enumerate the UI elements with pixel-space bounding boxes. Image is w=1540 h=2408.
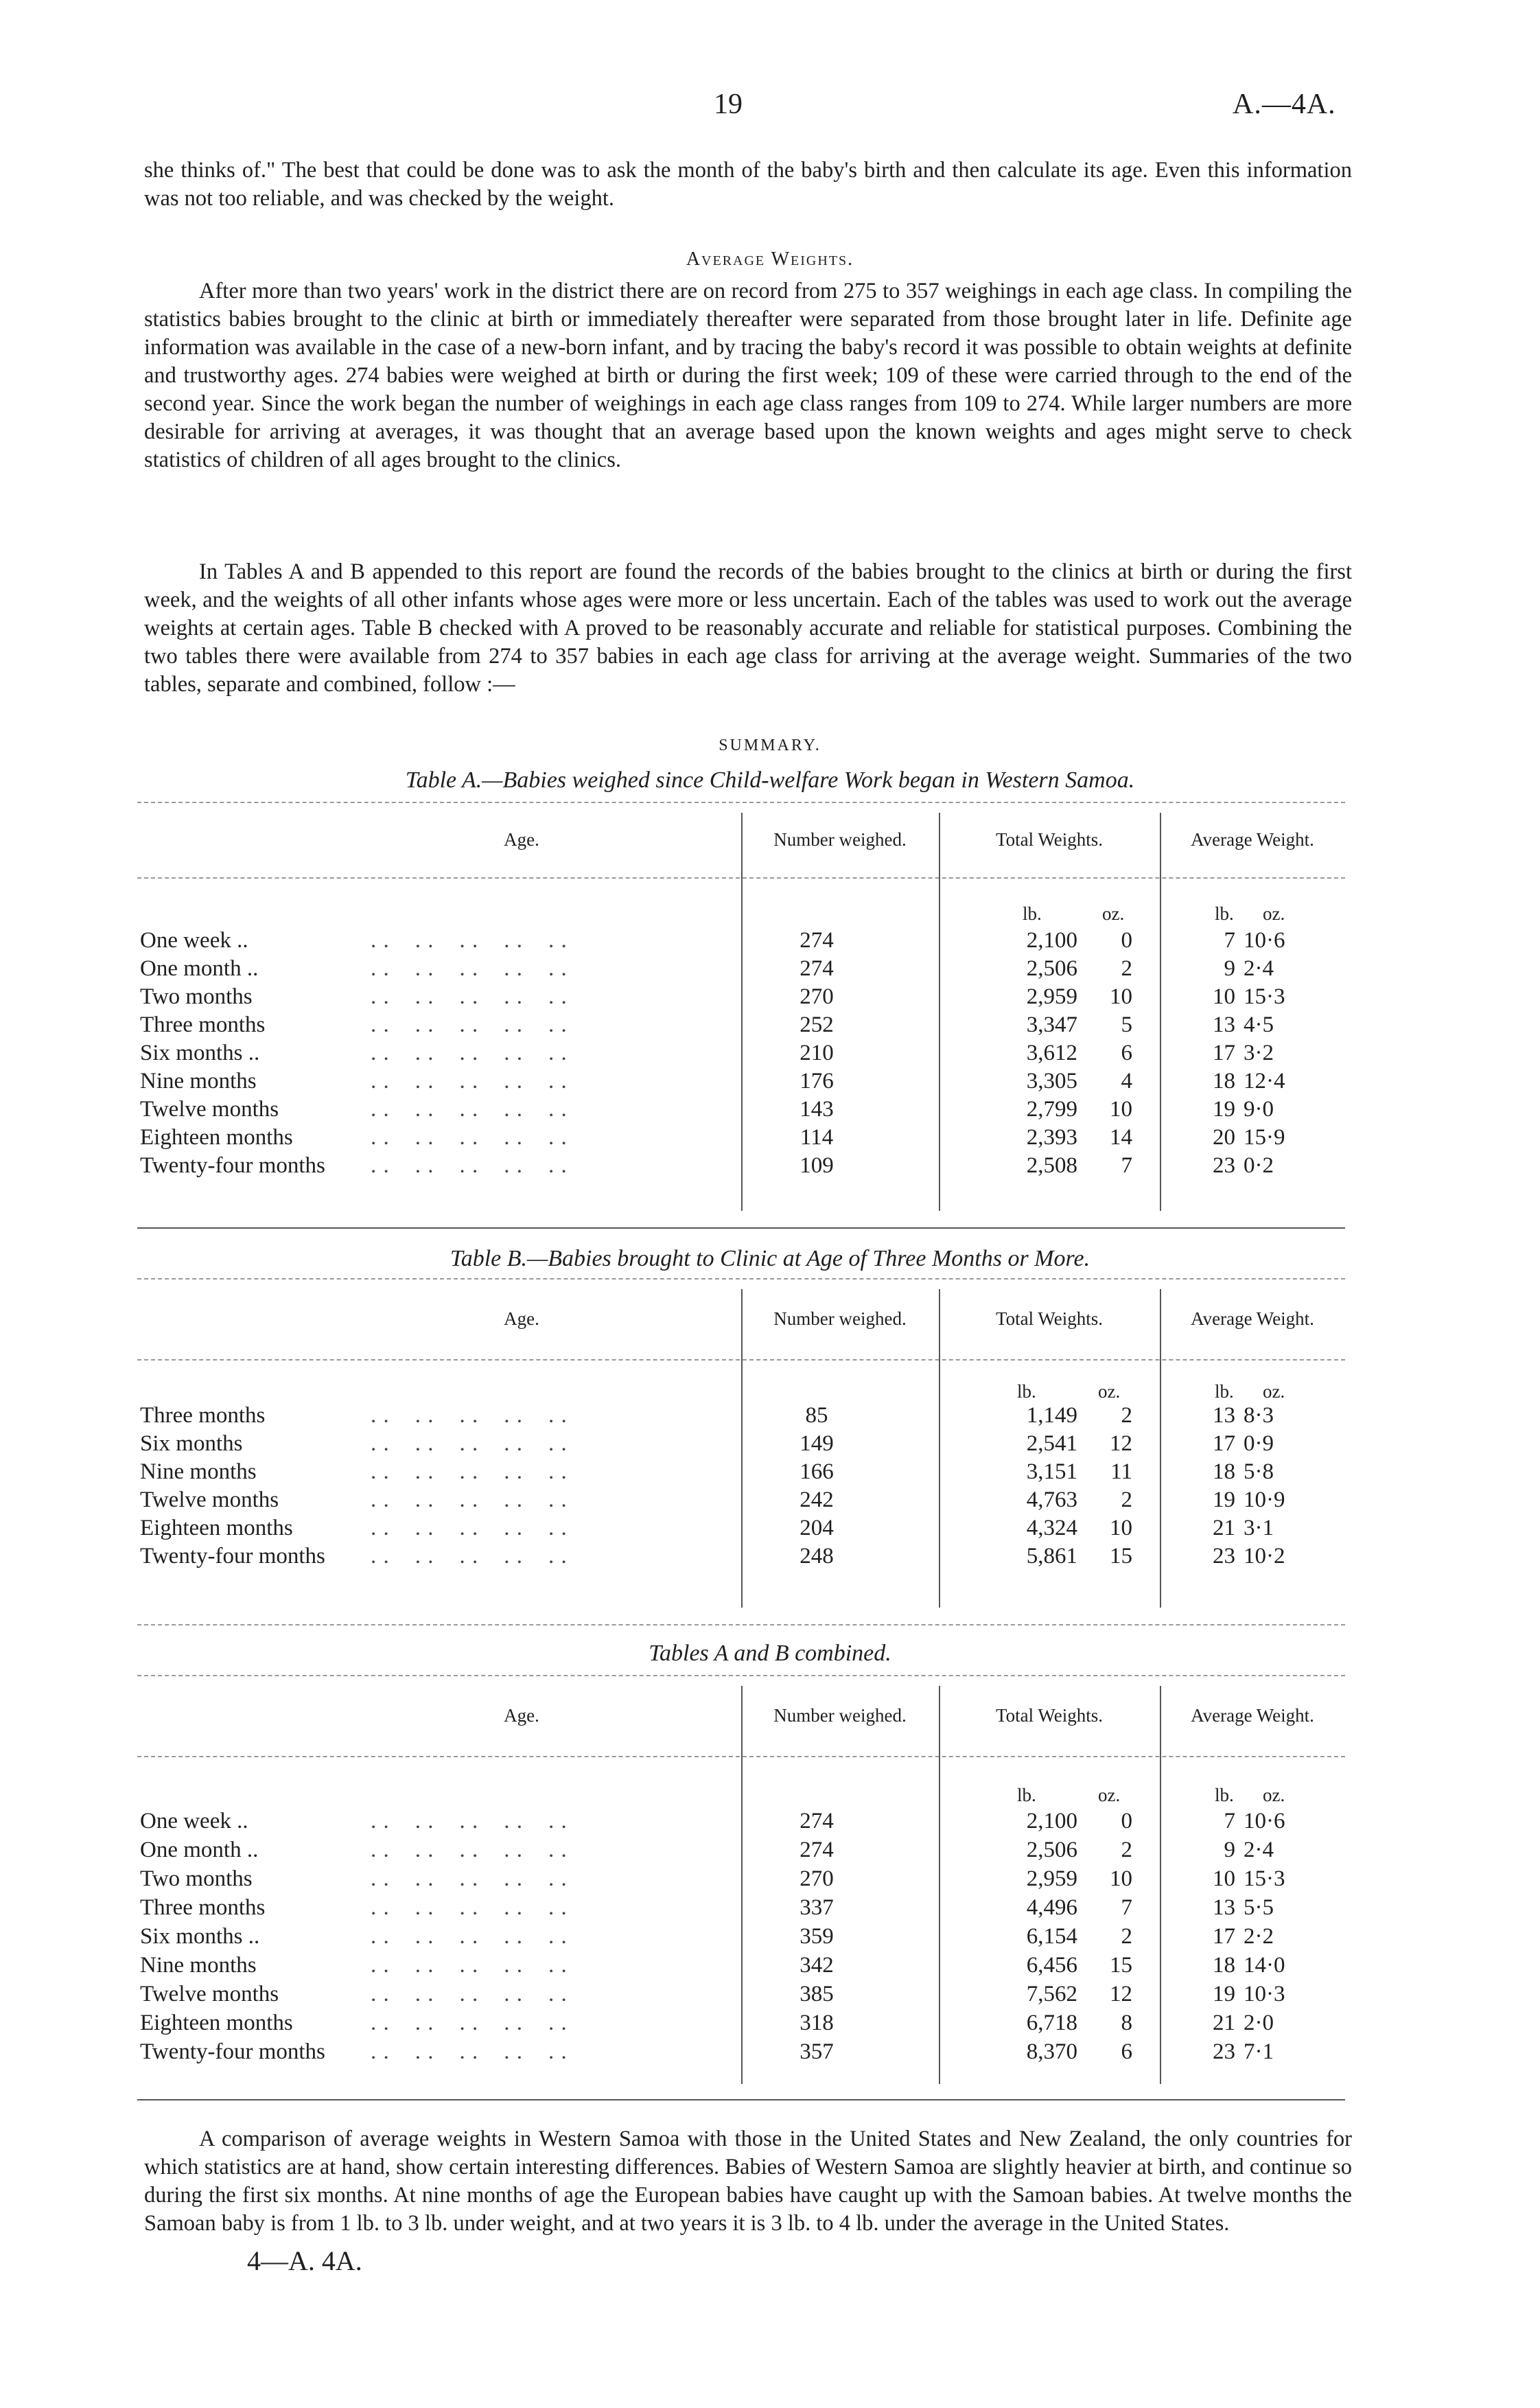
average-oz-cell: 10·3: [1244, 1982, 1285, 2006]
average-oz-cell: 10·9: [1244, 1487, 1285, 1512]
table-row: [137, 984, 1345, 1013]
leader-dots: . . . . . . . . . .: [371, 1097, 568, 1122]
total-lb-cell: 3,612: [1026, 1041, 1077, 1065]
table-row: [137, 1487, 1345, 1516]
table-combined: [137, 1675, 1345, 2100]
average-oz-cell: 5·5: [1244, 1895, 1274, 1920]
intro-paragraph: she thinks of." The best that could be done was to ask the month of the baby's birth and then calculate its age. Even this information was not too reliable, and was checked by the weight.: [144, 158, 1352, 211]
total-lb-cell: 7,562: [1026, 1982, 1077, 2006]
total-lb-cell: 8,370: [1026, 2039, 1077, 2064]
age-cell: Eighteen months: [140, 1125, 293, 1150]
table-rule: [137, 1278, 1345, 1280]
header-age: Age.: [504, 1308, 539, 1329]
leader-dots: . . . . . . . . . .: [371, 1431, 568, 1456]
number-weighed-cell: 274: [800, 956, 834, 981]
unit-oz: oz.: [1102, 903, 1125, 924]
table-row: [137, 1924, 1345, 1953]
leader-dots: . . . . . . . . . .: [371, 1487, 568, 1512]
number-weighed-cell: 385: [800, 1982, 834, 2006]
total-lb-cell: 2,799: [1026, 1097, 1077, 1122]
table-row: [137, 2039, 1345, 2068]
average-weights-paragraph-1: After more than two years' work in the district there are on record from 275 to 357 weighings in each age class. In compiling the statistics babies brought to the clinic at birth or immediately thereafter were separated from those brought later in life. Definite age information was available in the case of a new-born infant, and by tracing the baby's record it was possible to obtain weights at definite and trustworthy ages. 274 babies were weighed at birth or during the first week; 109 of these were carried through to the end of the second year. Since the work began the number of weighings in each age class ranges from 109 to 274. While larger numbers are more desirable for arriving at averages, it was thought that an average based upon the known weights and ages might serve to check statistics of children of all ages brought to the clinics.: [144, 279, 1352, 472]
age-cell: Eighteen months: [140, 2011, 293, 2035]
average-oz-cell: 15·3: [1244, 1866, 1285, 1891]
leader-dots: . . . . . . . . . .: [371, 1153, 568, 1178]
total-lb-cell: 2,959: [1026, 1866, 1077, 1891]
average-lb-cell: 18: [1213, 1953, 1235, 1978]
average-lb-cell: 17: [1213, 1924, 1235, 1949]
total-lb-cell: 2,959: [1026, 984, 1077, 1009]
average-lb-cell: 13: [1213, 1012, 1235, 1037]
leader-dots: . . . . . . . . . .: [371, 1041, 568, 1065]
table-row: [137, 1012, 1345, 1041]
table-row: [137, 1895, 1345, 1924]
table-row: [137, 1516, 1345, 1544]
number-weighed-cell: 166: [800, 1459, 834, 1484]
total-oz-cell: 12: [1110, 1982, 1132, 2006]
average-lb-cell: 10: [1213, 984, 1235, 1009]
total-lb-cell: 4,496: [1026, 1895, 1077, 1920]
number-weighed-cell: 274: [800, 928, 834, 953]
number-weighed-cell: 248: [800, 1544, 834, 1568]
number-weighed-cell: 242: [800, 1487, 834, 1512]
age-cell: Two months: [140, 1866, 253, 1891]
header-number-weighed: Number weighed.: [773, 1308, 907, 1329]
number-weighed-cell: 357: [800, 2039, 834, 2064]
average-lb-cell: 13: [1213, 1895, 1235, 1920]
table-row: [137, 1097, 1345, 1126]
header-total-weights: Total Weights.: [996, 1308, 1103, 1329]
total-oz-cell: 2: [1121, 1487, 1132, 1512]
total-oz-cell: 2: [1121, 1838, 1132, 1862]
average-lb-cell: 23: [1213, 1153, 1235, 1178]
average-oz-cell: 3·1: [1244, 1516, 1274, 1540]
average-weights-paragraph-2: In Tables A and B appended to this report are found the records of the babies brought to the clinics at birth or during the first week, and the weights of all other infants whose ages were more or less uncertain. Each of the tables was used to work out the average weights at certain ages. Table B checked with A proved to be reasonably accurate and reliable for statistical purposes. Combining the two tables there were available from 274 to 357 babies in each age class for arriving at the average weight. Summaries of the two tables, separate and combined, follow :—: [144, 559, 1352, 697]
total-lb-cell: 6,456: [1026, 1953, 1077, 1978]
header-number-weighed: Number weighed.: [773, 1705, 907, 1726]
total-oz-cell: 2: [1121, 956, 1132, 981]
number-weighed-cell: 143: [800, 1097, 834, 1122]
average-oz-cell: 10·6: [1244, 928, 1285, 953]
unit-lb: lb.: [1017, 1381, 1036, 1402]
age-cell: Twelve months: [140, 1982, 279, 2006]
average-lb-cell: 10: [1213, 1866, 1235, 1891]
unit-lb: lb.: [1017, 1785, 1036, 1805]
average-oz-cell: 5·8: [1244, 1459, 1274, 1484]
average-oz-cell: 2·4: [1244, 1838, 1274, 1862]
average-lb-cell: 7: [1224, 1809, 1235, 1833]
average-lb-cell: 17: [1213, 1041, 1235, 1065]
unit-oz: oz.: [1263, 1785, 1285, 1805]
number-weighed-cell: 176: [800, 1069, 834, 1093]
unit-lb: lb.: [1215, 1785, 1234, 1805]
total-oz-cell: 12: [1110, 1431, 1132, 1456]
leader-dots: . . . . . . . . . .: [371, 1125, 568, 1150]
number-weighed-cell: 274: [800, 1809, 834, 1833]
table-row: [137, 1431, 1345, 1460]
number-weighed-cell: 270: [800, 984, 834, 1009]
header-average-weight: Average Weight.: [1191, 829, 1314, 850]
table-row: [137, 1041, 1345, 1069]
unit-lb: lb.: [1023, 903, 1042, 924]
number-weighed-cell: 318: [800, 2011, 834, 2035]
table-a: [137, 802, 1345, 1229]
number-weighed-cell: 114: [800, 1125, 834, 1150]
age-cell: Three months: [140, 1403, 266, 1428]
total-lb-cell: 5,861: [1026, 1544, 1077, 1568]
total-oz-cell: 10: [1110, 1097, 1132, 1122]
table-rule: [137, 1675, 1345, 1676]
table-row: [137, 1459, 1345, 1488]
comparison-paragraph: A comparison of average weights in Western Samoa with those in the United States and New Zealand, the only countries for which statistics are at hand, show certain interesting differences. Babies of Western Samoa are slightly heavier at birth, and continue so during the first six months. At nine months of age the European babies have caught up with the Samoan babies. At twelve months the Samoan baby is from 1 lb. to 3 lb. under weight, and at two years it is 3 lb. to 4 lb. under the average in the United States.: [144, 2127, 1352, 2236]
average-oz-cell: 2·4: [1244, 956, 1274, 981]
leader-dots: . . . . . . . . . .: [371, 1516, 568, 1540]
total-oz-cell: 0: [1121, 1809, 1132, 1833]
average-lb-cell: 18: [1213, 1459, 1235, 1484]
leader-dots: . . . . . . . . . .: [371, 956, 568, 981]
age-cell: Three months: [140, 1012, 266, 1037]
leader-dots: . . . . . . . . . .: [371, 1459, 568, 1484]
number-weighed-cell: 85: [805, 1403, 828, 1428]
age-cell: One week ..: [140, 1809, 248, 1833]
leader-dots: . . . . . . . . . .: [371, 1924, 568, 1949]
leader-dots: . . . . . . . . . .: [371, 2011, 568, 2035]
table-rule: [137, 1227, 1345, 1229]
total-oz-cell: 2: [1121, 1403, 1132, 1428]
total-oz-cell: 15: [1110, 1953, 1132, 1978]
table-combined-caption: Tables A and B combined.: [649, 1641, 891, 1666]
header-age: Age.: [504, 829, 539, 850]
average-oz-cell: 10·6: [1244, 1809, 1285, 1833]
table-b-caption: Table B.—Babies brought to Clinic at Age of Three Months or More.: [450, 1246, 1090, 1271]
average-oz-cell: 2·0: [1244, 2011, 1274, 2035]
unit-oz: oz.: [1098, 1381, 1121, 1402]
total-oz-cell: 6: [1121, 1041, 1132, 1065]
number-weighed-cell: 270: [800, 1866, 834, 1891]
table-row: [137, 1125, 1345, 1154]
age-cell: Two months: [140, 984, 253, 1009]
age-cell: Six months ..: [140, 1041, 260, 1065]
average-oz-cell: 3·2: [1244, 1041, 1274, 1065]
average-oz-cell: 15·9: [1244, 1125, 1285, 1150]
header-average-weight: Average Weight.: [1191, 1705, 1314, 1726]
leader-dots: . . . . . . . . . .: [371, 1544, 568, 1568]
header-total-weights: Total Weights.: [996, 829, 1103, 850]
footer-reference: 4—A. 4A.: [247, 2245, 362, 2276]
age-cell: Six months: [140, 1431, 243, 1456]
header-age: Age.: [504, 1705, 539, 1726]
total-lb-cell: 2,508: [1026, 1153, 1077, 1178]
average-lb-cell: 19: [1213, 1982, 1235, 2006]
total-lb-cell: 2,541: [1026, 1431, 1077, 1456]
total-lb-cell: 3,347: [1026, 1012, 1077, 1037]
leader-dots: . . . . . . . . . .: [371, 2039, 568, 2064]
average-oz-cell: 15·3: [1244, 984, 1285, 1009]
table-row: [137, 1544, 1345, 1573]
table-row: [137, 1069, 1345, 1098]
table-a-caption: Table A.—Babies weighed since Child-welfare Work began in Western Samoa.: [405, 767, 1135, 793]
age-cell: Twenty-four months: [140, 2039, 325, 2064]
table-rule: [137, 2099, 1345, 2100]
leader-dots: . . . . . . . . . .: [371, 984, 568, 1009]
unit-lb: lb.: [1215, 903, 1234, 924]
average-lb-cell: 17: [1213, 1431, 1235, 1456]
average-lb-cell: 19: [1213, 1487, 1235, 1512]
average-lb-cell: 23: [1213, 1544, 1235, 1568]
leader-dots: . . . . . . . . . .: [371, 1403, 568, 1428]
leader-dots: . . . . . . . . . .: [371, 1012, 568, 1037]
total-oz-cell: 7: [1121, 1153, 1132, 1178]
total-lb-cell: 3,151: [1026, 1459, 1077, 1484]
total-oz-cell: 5: [1121, 1012, 1132, 1037]
table-row: [137, 2011, 1345, 2039]
total-lb-cell: 3,305: [1026, 1069, 1077, 1093]
average-lb-cell: 20: [1213, 1125, 1235, 1150]
number-weighed-cell: 337: [800, 1895, 834, 1920]
leader-dots: . . . . . . . . . .: [371, 1982, 568, 2006]
age-cell: Nine months: [140, 1953, 257, 1978]
total-oz-cell: 8: [1121, 2011, 1132, 2035]
total-lb-cell: 2,100: [1026, 1809, 1077, 1833]
average-lb-cell: 23: [1213, 2039, 1235, 2064]
number-weighed-cell: 342: [800, 1953, 834, 1978]
average-lb-cell: 18: [1213, 1069, 1235, 1093]
average-lb-cell: 9: [1224, 1838, 1235, 1862]
total-lb-cell: 2,506: [1026, 956, 1077, 981]
table-rule: [137, 1624, 1345, 1625]
total-oz-cell: 2: [1121, 1924, 1132, 1949]
average-lb-cell: 9: [1224, 956, 1235, 981]
average-oz-cell: 0·2: [1244, 1153, 1274, 1178]
number-weighed-cell: 210: [800, 1041, 834, 1065]
age-cell: Three months: [140, 1895, 266, 1920]
leader-dots: . . . . . . . . . .: [371, 1838, 568, 1862]
total-oz-cell: 0: [1121, 928, 1132, 953]
total-oz-cell: 10: [1110, 1866, 1132, 1891]
header-total-weights: Total Weights.: [996, 1705, 1103, 1726]
total-lb-cell: 2,393: [1026, 1125, 1077, 1150]
table-row: [137, 1809, 1345, 1838]
total-oz-cell: 7: [1121, 1895, 1132, 1920]
number-weighed-cell: 252: [800, 1012, 834, 1037]
summary-heading: SUMMARY.: [719, 737, 821, 754]
leader-dots: . . . . . . . . . .: [371, 1866, 568, 1891]
total-oz-cell: 10: [1110, 1516, 1132, 1540]
average-oz-cell: 10·2: [1244, 1544, 1285, 1568]
age-cell: One month ..: [140, 1838, 259, 1862]
document-reference: A.—4A.: [1233, 89, 1336, 120]
average-lb-cell: 13: [1213, 1403, 1235, 1428]
total-oz-cell: 4: [1121, 1069, 1132, 1093]
average-oz-cell: 8·3: [1244, 1403, 1274, 1428]
average-oz-cell: 7·1: [1244, 2039, 1274, 2064]
number-weighed-cell: 149: [800, 1431, 834, 1456]
average-lb-cell: 7: [1224, 928, 1235, 953]
age-cell: Nine months: [140, 1459, 257, 1484]
unit-oz: oz.: [1263, 1381, 1285, 1402]
total-oz-cell: 11: [1110, 1459, 1132, 1484]
table-row: [137, 1982, 1345, 2011]
age-cell: One month ..: [140, 956, 259, 981]
total-lb-cell: 6,154: [1026, 1924, 1077, 1949]
table-rule: [137, 802, 1345, 803]
age-cell: Twelve months: [140, 1487, 279, 1512]
age-cell: One week ..: [140, 928, 248, 953]
total-oz-cell: 15: [1110, 1544, 1132, 1568]
number-weighed-cell: 274: [800, 1838, 834, 1862]
unit-lb: lb.: [1215, 1381, 1234, 1402]
header-number-weighed: Number weighed.: [773, 829, 907, 850]
total-lb-cell: 2,100: [1026, 928, 1077, 953]
age-cell: Twenty-four months: [140, 1544, 325, 1568]
leader-dots: . . . . . . . . . .: [371, 1953, 568, 1978]
page-number: 19: [714, 89, 743, 120]
total-oz-cell: 10: [1110, 984, 1132, 1009]
average-oz-cell: 4·5: [1244, 1012, 1274, 1037]
average-oz-cell: 14·0: [1244, 1953, 1285, 1978]
total-lb-cell: 4,324: [1026, 1516, 1077, 1540]
total-lb-cell: 2,506: [1026, 1838, 1077, 1862]
unit-oz: oz.: [1098, 1785, 1121, 1805]
table-row: [137, 1838, 1345, 1866]
total-lb-cell: 6,718: [1026, 2011, 1077, 2035]
table-b: [137, 1278, 1345, 1625]
table-row: [137, 928, 1345, 957]
average-oz-cell: 2·2: [1244, 1924, 1274, 1949]
header-average-weight: Average Weight.: [1191, 1308, 1314, 1329]
number-weighed-cell: 204: [800, 1516, 834, 1540]
average-oz-cell: 0·9: [1244, 1431, 1274, 1456]
average-lb-cell: 19: [1213, 1097, 1235, 1122]
total-oz-cell: 6: [1121, 2039, 1132, 2064]
average-oz-cell: 12·4: [1244, 1069, 1285, 1093]
average-lb-cell: 21: [1213, 1516, 1235, 1540]
average-oz-cell: 9·0: [1244, 1097, 1274, 1122]
age-cell: Six months ..: [140, 1924, 260, 1949]
table-row: [137, 956, 1345, 985]
leader-dots: . . . . . . . . . .: [371, 1069, 568, 1093]
table-row: [137, 1953, 1345, 1982]
age-cell: Eighteen months: [140, 1516, 293, 1540]
table-row: [137, 1403, 1345, 1432]
total-oz-cell: 14: [1110, 1125, 1132, 1150]
age-cell: Twenty-four months: [140, 1153, 325, 1178]
leader-dots: . . . . . . . . . .: [371, 1895, 568, 1920]
leader-dots: . . . . . . . . . .: [371, 928, 568, 953]
table-row: [137, 1153, 1345, 1182]
total-lb-cell: 1,149: [1026, 1403, 1077, 1428]
number-weighed-cell: 109: [800, 1153, 834, 1178]
average-lb-cell: 21: [1213, 2011, 1235, 2035]
unit-oz: oz.: [1263, 903, 1285, 924]
section-heading-average-weights: Average Weights.: [686, 248, 854, 270]
leader-dots: . . . . . . . . . .: [371, 1809, 568, 1833]
number-weighed-cell: 359: [800, 1924, 834, 1949]
total-lb-cell: 4,763: [1026, 1487, 1077, 1512]
table-row: [137, 1866, 1345, 1895]
age-cell: Nine months: [140, 1069, 257, 1093]
age-cell: Twelve months: [140, 1097, 279, 1122]
